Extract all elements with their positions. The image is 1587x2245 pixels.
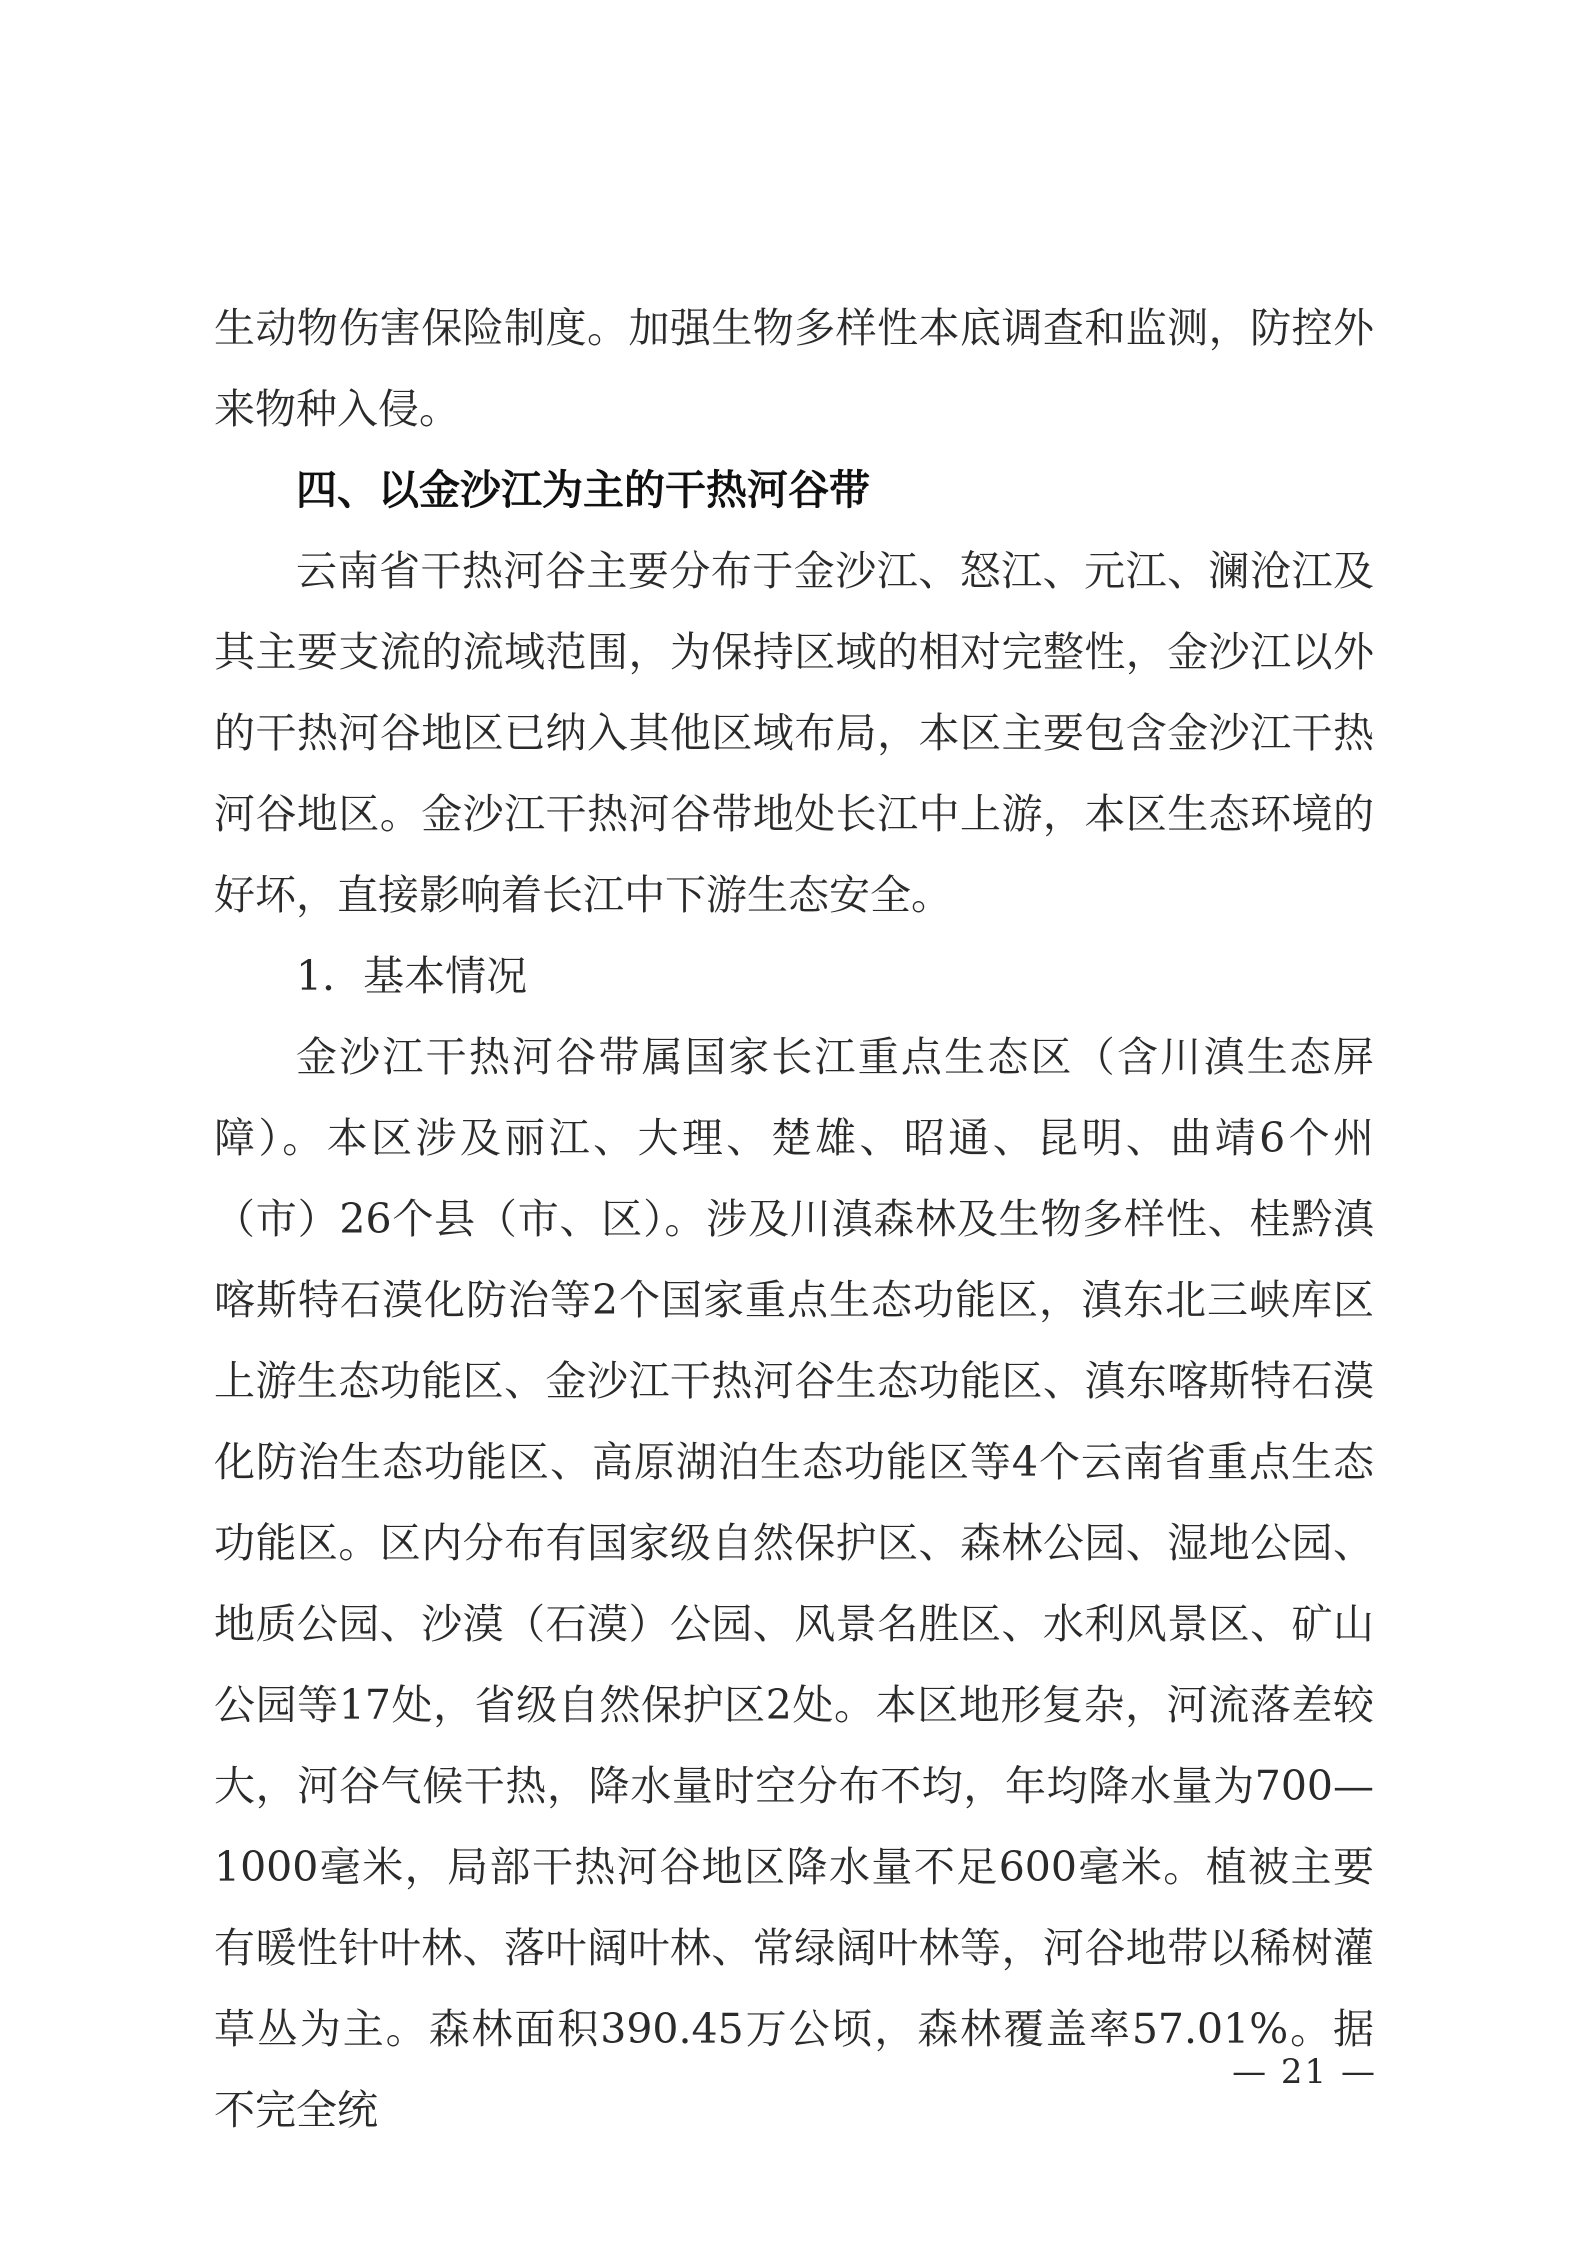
continuation-paragraph: 生动物伤害保险制度。加强生物多样性本底调查和监测，防控外来物种入侵。 [214,304,1374,433]
document-body [214,288,1374,2151]
subheading: 1．基本情况 [296,952,528,1000]
section-heading: 四、以金沙江为主的干热河谷带 [296,466,870,514]
basic-info-paragraph: 金沙江干热河谷带属国家长江重点生态区（含川滇生态屏障）。本区涉及丽江、大理、楚雄、昭通、昆明、曲靖6个州（市）26个县（市、区）。涉及川滇森林及生物多样性、桂黔滇喀斯特石漠化防治等2个国家重点生态功能区，滇东北三峡库区上游生态功能区、金沙江干热河谷生态功能区、滇东喀斯特石漠化防治生态功能区、高原湖泊生态功能区等4个云南省重点生态功能区。区内分布有国家级自然保护区、森林公园、湿地公园、地质公园、沙漠（石漠）公园、风景名胜区、水利风景区、矿山公园等17处，省级自然保护区2处。本区地形复杂，河流落差较大，河谷气候干热，降水量时空分布不均，年均降水量为700—1000毫米，局部干热河谷地区降水量不足600毫米。植被主要有暖性针叶林、落叶阔叶林、常绿阔叶林等，河谷地带以稀树灌草丛为主。森林面积390.45万公顷，森林覆盖率57.01%。据不完全统 [214,1033,1374,2134]
page-number: — 21 — [1232,2052,1377,2092]
intro-paragraph: 云南省干热河谷主要分布于金沙江、怒江、元江、澜沧江及其主要支流的流域范围，为保持区域的相对完整性，金沙江以外的干热河谷地区已纳入其他区域布局，本区主要包含金沙江干热河谷地区。金沙江干热河谷带地处长江中上游，本区生态环境的好坏，直接影响着长江中下游生态安全。 [214,547,1374,919]
